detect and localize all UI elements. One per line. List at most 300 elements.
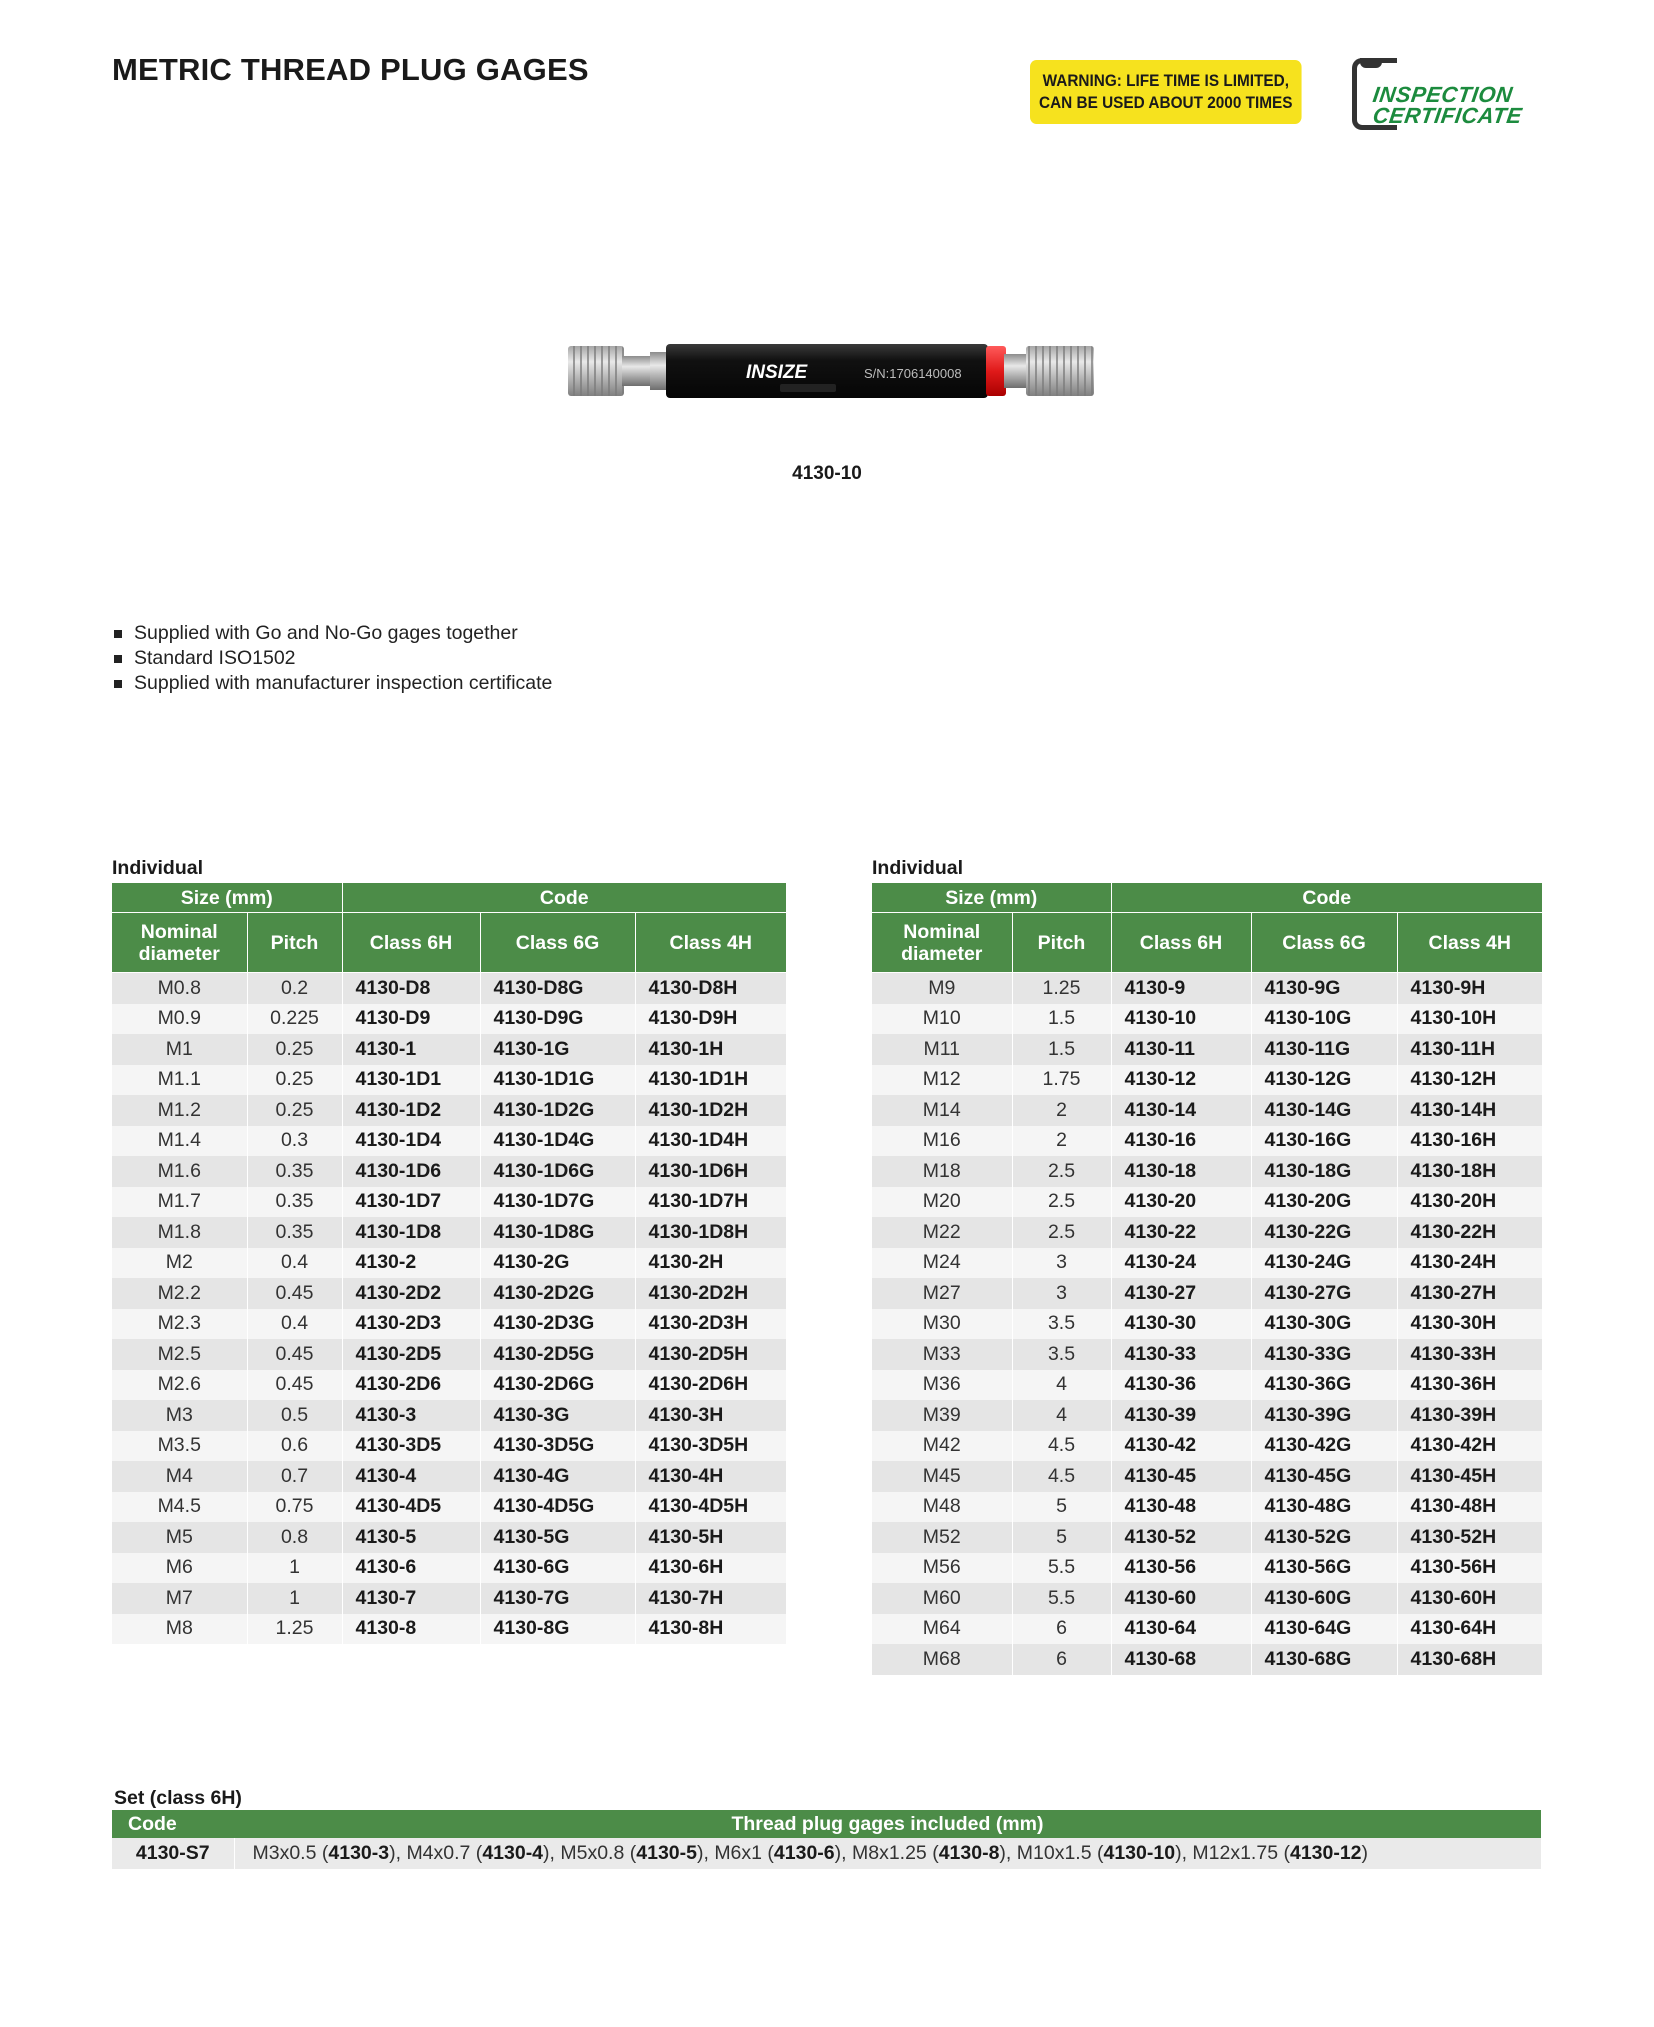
nominal-diameter-cell: M36 [872,1370,1012,1401]
product-caption: 4130-10 [792,463,862,484]
warning-line-1: WARNING: LIFE TIME IS LIMITED, [1042,72,1289,90]
nominal-diameter-cell: M16 [872,1126,1012,1157]
class-6h-code-cell: 4130-D8 [342,973,480,1004]
class-6g-code-cell: 4130-60G [1251,1583,1397,1614]
class-4h-code-cell: 4130-D9H [635,1004,786,1035]
class-4h-code-cell: 4130-56H [1397,1553,1542,1584]
left-size-table [112,883,786,1644]
class-6g-code-cell: 4130-2D2G [480,1278,635,1309]
table-row [112,1095,786,1126]
class-6g-code-cell: 4130-18G [1251,1156,1397,1187]
class-6h-code-cell: 4130-D9 [342,1004,480,1035]
feature-item: Supplied with manufacturer inspection certificate [114,671,552,696]
table-row [872,1248,1542,1279]
nominal-diameter-cell: M18 [872,1156,1012,1187]
pitch-cell: 0.5 [247,1400,342,1431]
class-4h-code-cell: 4130-5H [635,1522,786,1553]
pitch-cell: 1.25 [1012,973,1111,1004]
nominal-diameter-cell: M56 [872,1553,1012,1584]
class-6g-code-cell: 4130-27G [1251,1278,1397,1309]
class-4h-code-cell: 4130-18H [1397,1156,1542,1187]
nominal-diameter-cell: M3.5 [112,1431,247,1462]
class-4h-code-cell: 4130-8H [635,1614,786,1645]
class-4h-code-cell: 4130-1D6H [635,1156,786,1187]
class-6g-code-cell: 4130-D8G [480,973,635,1004]
pitch-cell: 0.45 [247,1278,342,1309]
class-6g-code-cell: 4130-5G [480,1522,635,1553]
pitch-cell: 5.5 [1012,1553,1111,1584]
table-row [872,1583,1542,1614]
class-6g-code-cell: 4130-1D1G [480,1065,635,1096]
pitch-cell: 0.25 [247,1034,342,1065]
pitch-cell: 3 [1012,1248,1111,1279]
class-4h-code-cell: 4130-16H [1397,1126,1542,1157]
nominal-diameter-cell: M11 [872,1034,1012,1065]
class-6h-code-cell: 4130-18 [1111,1156,1251,1187]
pitch-cell: 1 [247,1553,342,1584]
pitch-cell: 1.5 [1012,1004,1111,1035]
class-4h-code-cell: 4130-6H [635,1553,786,1584]
class-4h-code-cell: 4130-20H [1397,1187,1542,1218]
table-row [112,1461,786,1492]
table-row [872,1339,1542,1370]
class-6h-code-cell: 4130-20 [1111,1187,1251,1218]
class-6h-code-cell: 4130-60 [1111,1583,1251,1614]
table-row [112,1339,786,1370]
class-6g-code-cell: 4130-24G [1251,1248,1397,1279]
table-row [112,1492,786,1523]
table-row [872,1004,1542,1035]
class-6h-header: Class 6H [1111,913,1251,973]
table-row [872,1187,1542,1218]
class-4h-code-cell: 4130-2D5H [635,1339,786,1370]
table-row [872,1156,1542,1187]
class-6h-code-cell: 4130-4 [342,1461,480,1492]
nominal-diameter-cell: M1.8 [112,1217,247,1248]
class-6h-code-cell: 4130-39 [1111,1400,1251,1431]
class-6g-header: Class 6G [1251,913,1397,973]
nominal-diameter-cell: M2 [112,1248,247,1279]
pitch-cell: 0.45 [247,1370,342,1401]
set-item-code: 4130-4 [482,1842,544,1864]
nominal-diameter-cell: M2.5 [112,1339,247,1370]
class-6h-code-cell: 4130-11 [1111,1034,1251,1065]
class-6h-header: Class 6H [342,913,480,973]
class-6g-code-cell: 4130-14G [1251,1095,1397,1126]
class-6g-code-cell: 4130-1D6G [480,1156,635,1187]
nominal-diameter-cell: M0.9 [112,1004,247,1035]
class-4h-code-cell: 4130-7H [635,1583,786,1614]
class-6g-code-cell: 4130-2D3G [480,1309,635,1340]
set-item-size: M6x1 [714,1842,762,1864]
table-row [112,1217,786,1248]
no-go-thread-end [1026,346,1094,396]
set-included-header: Thread plug gages included (mm) [234,1810,1541,1838]
class-6h-code-cell: 4130-4D5 [342,1492,480,1523]
pitch-cell: 2 [1012,1126,1111,1157]
class-6h-code-cell: 4130-30 [1111,1309,1251,1340]
table-row [872,1095,1542,1126]
class-6h-code-cell: 4130-6 [342,1553,480,1584]
set-item-code: 4130-6 [773,1842,835,1864]
nominal-diameter-cell: M7 [112,1583,247,1614]
pitch-cell: 0.3 [247,1126,342,1157]
class-6h-code-cell: 4130-12 [1111,1065,1251,1096]
class-4h-code-cell: 4130-1D2H [635,1095,786,1126]
class-6h-code-cell: 4130-2D3 [342,1309,480,1340]
class-6g-code-cell: 4130-22G [1251,1217,1397,1248]
right-size-table [872,883,1542,1675]
code-header: Code [1111,883,1542,913]
class-4h-code-cell: 4130-2D3H [635,1309,786,1340]
class-6g-code-cell: 4130-1G [480,1034,635,1065]
class-4h-code-cell: 4130-1D7H [635,1187,786,1218]
class-4h-code-cell: 4130-27H [1397,1278,1542,1309]
class-4h-code-cell: 4130-3H [635,1400,786,1431]
class-6g-code-cell: 4130-56G [1251,1553,1397,1584]
class-6h-code-cell: 4130-33 [1111,1339,1251,1370]
pitch-cell: 0.25 [247,1065,342,1096]
nominal-diameter-cell: M22 [872,1217,1012,1248]
pitch-cell: 1 [247,1583,342,1614]
pitch-cell: 0.4 [247,1309,342,1340]
nominal-diameter-cell: M14 [872,1095,1012,1126]
nominal-diameter-header: Nominal diameter [872,913,1012,973]
class-4h-code-cell: 4130-52H [1397,1522,1542,1553]
pitch-cell: 0.6 [247,1431,342,1462]
nominal-diameter-header: Nominal diameter [112,913,247,973]
pitch-cell: 2.5 [1012,1156,1111,1187]
class-4h-code-cell: 4130-24H [1397,1248,1542,1279]
nominal-diameter-cell: M0.8 [112,973,247,1004]
class-6g-code-cell: 4130-6G [480,1553,635,1584]
nominal-diameter-cell: M1.1 [112,1065,247,1096]
pitch-header: Pitch [247,913,342,973]
class-6g-code-cell: 4130-2D6G [480,1370,635,1401]
serial-number: S/N:1706140008 [864,366,962,381]
pitch-cell: 6 [1012,1614,1111,1645]
pitch-cell: 4 [1012,1400,1111,1431]
table-row [112,1583,786,1614]
class-6g-code-cell: 4130-36G [1251,1370,1397,1401]
size-header: Size (mm) [112,883,342,913]
class-6g-code-cell: 4130-30G [1251,1309,1397,1340]
class-6g-code-cell: 4130-2G [480,1248,635,1279]
set-table-label: Set (class 6H) [114,1787,242,1809]
pitch-cell: 1.25 [247,1614,342,1645]
feature-item: Standard ISO1502 [114,646,552,671]
set-item-size: M12x1.75 [1192,1842,1279,1864]
class-6h-code-cell: 4130-22 [1111,1217,1251,1248]
table-row [872,1065,1542,1096]
pitch-cell: 5 [1012,1522,1111,1553]
class-6h-code-cell: 4130-64 [1111,1614,1251,1645]
nominal-diameter-cell: M4.5 [112,1492,247,1523]
class-4h-code-cell: 4130-4D5H [635,1492,786,1523]
class-4h-code-cell: 4130-9H [1397,973,1542,1004]
class-4h-code-cell: 4130-48H [1397,1492,1542,1523]
pitch-cell: 1.5 [1012,1034,1111,1065]
pitch-cell: 6 [1012,1644,1111,1675]
table-row [872,1492,1542,1523]
class-4h-code-cell: 4130-4H [635,1461,786,1492]
class-6g-code-cell: 4130-3G [480,1400,635,1431]
nominal-diameter-cell: M9 [872,973,1012,1004]
nominal-diameter-cell: M60 [872,1583,1012,1614]
class-4h-code-cell: 4130-45H [1397,1461,1542,1492]
pitch-cell: 4 [1012,1370,1111,1401]
class-6h-code-cell: 4130-1D2 [342,1095,480,1126]
set-table [112,1810,1541,1869]
pitch-cell: 2.5 [1012,1187,1111,1218]
warning-badge [1030,60,1302,124]
class-6g-code-cell: 4130-4D5G [480,1492,635,1523]
table-row [872,1522,1542,1553]
pitch-cell: 4.5 [1012,1431,1111,1462]
table-row [872,1217,1542,1248]
class-6h-code-cell: 4130-3 [342,1400,480,1431]
table-row [872,1644,1542,1675]
nominal-diameter-cell: M12 [872,1065,1012,1096]
set-item-size: M8x1.25 [851,1842,927,1864]
class-6g-code-cell: 4130-42G [1251,1431,1397,1462]
nominal-diameter-cell: M24 [872,1248,1012,1279]
table-row [112,1034,786,1065]
nominal-diameter-cell: M27 [872,1278,1012,1309]
pitch-cell: 2.5 [1012,1217,1111,1248]
class-6h-code-cell: 4130-2 [342,1248,480,1279]
nominal-diameter-cell: M1.6 [112,1156,247,1187]
table-row [112,1248,786,1279]
class-6g-code-cell: 4130-D9G [480,1004,635,1035]
class-6g-code-cell: 4130-20G [1251,1187,1397,1218]
class-4h-code-cell: 4130-68H [1397,1644,1542,1675]
table-row [112,1309,786,1340]
nominal-diameter-cell: M3 [112,1400,247,1431]
pitch-cell: 4.5 [1012,1461,1111,1492]
right-table-label: Individual [872,857,964,879]
class-6h-code-cell: 4130-2D6 [342,1370,480,1401]
class-6g-code-cell: 4130-2D5G [480,1339,635,1370]
class-6h-code-cell: 4130-1D4 [342,1126,480,1157]
table-row [112,1400,786,1431]
class-4h-code-cell: 4130-2H [635,1248,786,1279]
table-row [112,1126,786,1157]
table-row [112,1370,786,1401]
table-row [872,1126,1542,1157]
class-4h-code-cell: 4130-39H [1397,1400,1542,1431]
size-header: Size (mm) [872,883,1111,913]
set-item-size: M4x0.7 [406,1842,471,1864]
set-included-items: M3x0.5 (4130-3), M4x0.7 (4130-4), M5x0.8 (4130-5), M6x1 (4130-6), M8x1.25 (4130-8), M10x1.5 (4130-10), M12x1.75 (4130-12) [234,1838,1541,1869]
pitch-cell: 0.4 [247,1248,342,1279]
thread-plug-gage-image [566,340,1098,402]
pitch-header: Pitch [1012,913,1111,973]
class-4h-code-cell: 4130-1D4H [635,1126,786,1157]
nominal-diameter-cell: M4 [112,1461,247,1492]
class-6g-code-cell: 4130-7G [480,1583,635,1614]
class-6g-code-cell: 4130-4G [480,1461,635,1492]
class-6h-code-cell: 4130-24 [1111,1248,1251,1279]
class-6h-code-cell: 4130-45 [1111,1461,1251,1492]
class-4h-code-cell: 4130-60H [1397,1583,1542,1614]
class-6h-code-cell: 4130-14 [1111,1095,1251,1126]
class-6g-header: Class 6G [480,913,635,973]
table-row [112,1187,786,1218]
class-4h-header: Class 4H [1397,913,1542,973]
nominal-diameter-cell: M1.7 [112,1187,247,1218]
class-6h-code-cell: 4130-27 [1111,1278,1251,1309]
set-code: 4130-S7 [112,1838,234,1869]
table-row [872,1614,1542,1645]
left-table-label: Individual [112,857,204,879]
class-6g-code-cell: 4130-8G [480,1614,635,1645]
class-4h-code-cell: 4130-D8H [635,973,786,1004]
class-6h-code-cell: 4130-16 [1111,1126,1251,1157]
class-6h-code-cell: 4130-56 [1111,1553,1251,1584]
pitch-cell: 5.5 [1012,1583,1111,1614]
nominal-diameter-cell: M68 [872,1644,1012,1675]
nominal-diameter-cell: M33 [872,1339,1012,1370]
pitch-cell: 0.35 [247,1156,342,1187]
set-item-code: 4130-12 [1289,1842,1362,1864]
class-6g-code-cell: 4130-9G [1251,973,1397,1004]
pitch-cell: 3 [1012,1278,1111,1309]
pitch-cell: 0.35 [247,1217,342,1248]
nominal-diameter-cell: M30 [872,1309,1012,1340]
nominal-diameter-cell: M10 [872,1004,1012,1035]
brand-logo: INSIZE [746,362,808,383]
class-6h-code-cell: 4130-42 [1111,1431,1251,1462]
class-4h-code-cell: 4130-3D5H [635,1431,786,1462]
table-row [112,1431,786,1462]
pitch-cell: 0.225 [247,1004,342,1035]
class-4h-code-cell: 4130-14H [1397,1095,1542,1126]
table-row [872,1553,1542,1584]
class-6g-code-cell: 4130-11G [1251,1034,1397,1065]
table-row [112,1553,786,1584]
class-4h-code-cell: 4130-12H [1397,1065,1542,1096]
certificate-tab-icon [1360,58,1382,68]
warning-line-2: CAN BE USED ABOUT 2000 TIMES [1039,94,1293,112]
class-4h-code-cell: 4130-64H [1397,1614,1542,1645]
class-6g-code-cell: 4130-12G [1251,1065,1397,1096]
set-item-size: M3x0.5 [252,1842,317,1864]
class-6g-code-cell: 4130-33G [1251,1339,1397,1370]
pitch-cell: 5 [1012,1492,1111,1523]
class-6h-code-cell: 4130-1D7 [342,1187,480,1218]
class-6h-code-cell: 4130-1D6 [342,1156,480,1187]
class-4h-header: Class 4H [635,913,786,973]
nominal-diameter-cell: M45 [872,1461,1012,1492]
nominal-diameter-cell: M8 [112,1614,247,1645]
pitch-cell: 0.8 [247,1522,342,1553]
table-row [872,1309,1542,1340]
table-row [112,1522,786,1553]
set-item-code: 4130-3 [328,1842,390,1864]
feature-list [114,621,552,696]
table-row [112,1065,786,1096]
nominal-diameter-cell: M6 [112,1553,247,1584]
class-6h-code-cell: 4130-2D2 [342,1278,480,1309]
certificate-line-1: INSPECTION [1371,82,1515,107]
pitch-cell: 0.2 [247,973,342,1004]
nominal-diameter-cell: M1.2 [112,1095,247,1126]
pitch-cell: 0.7 [247,1461,342,1492]
table-row [872,1370,1542,1401]
class-6g-code-cell: 4130-64G [1251,1614,1397,1645]
no-go-neck [1004,354,1028,388]
class-6h-code-cell: 4130-52 [1111,1522,1251,1553]
class-6g-code-cell: 4130-48G [1251,1492,1397,1523]
set-item-size: M5x0.8 [560,1842,625,1864]
class-4h-code-cell: 4130-10H [1397,1004,1542,1035]
class-6g-code-cell: 4130-1D7G [480,1187,635,1218]
nominal-diameter-cell: M2.2 [112,1278,247,1309]
set-item-code: 4130-10 [1103,1842,1176,1864]
set-item-code: 4130-5 [636,1842,697,1864]
class-4h-code-cell: 4130-42H [1397,1431,1542,1462]
pitch-cell: 2 [1012,1095,1111,1126]
class-6h-code-cell: 4130-10 [1111,1004,1251,1035]
nominal-diameter-cell: M2.3 [112,1309,247,1340]
class-6g-code-cell: 4130-1D4G [480,1126,635,1157]
class-4h-code-cell: 4130-30H [1397,1309,1542,1340]
class-6h-code-cell: 4130-2D5 [342,1339,480,1370]
class-4h-code-cell: 4130-1D8H [635,1217,786,1248]
class-6h-code-cell: 4130-1 [342,1034,480,1065]
set-code-header: Code [112,1810,234,1838]
nominal-diameter-cell: M20 [872,1187,1012,1218]
class-6h-code-cell: 4130-1D8 [342,1217,480,1248]
class-4h-code-cell: 4130-22H [1397,1217,1542,1248]
table-row [872,973,1542,1004]
pitch-cell: 0.25 [247,1095,342,1126]
class-6h-code-cell: 4130-48 [1111,1492,1251,1523]
nominal-diameter-cell: M2.6 [112,1370,247,1401]
class-6h-code-cell: 4130-8 [342,1614,480,1645]
class-4h-code-cell: 4130-36H [1397,1370,1542,1401]
no-go-red-ring [986,346,1006,396]
table-row [112,1004,786,1035]
inspection-certificate-logo [1352,58,1552,128]
table-row [872,1034,1542,1065]
class-6h-code-cell: 4130-3D5 [342,1431,480,1462]
set-item-code: 4130-8 [938,1842,1000,1864]
certificate-line-2: CERTIFICATE [1371,103,1524,128]
nominal-diameter-cell: M42 [872,1431,1012,1462]
class-4h-code-cell: 4130-2D2H [635,1278,786,1309]
table-row [112,1278,786,1309]
nominal-diameter-cell: M48 [872,1492,1012,1523]
set-item-size: M10x1.5 [1016,1842,1092,1864]
class-6g-code-cell: 4130-1D2G [480,1095,635,1126]
nominal-diameter-cell: M39 [872,1400,1012,1431]
go-neck [622,356,652,386]
class-6h-code-cell: 4130-7 [342,1583,480,1614]
class-6g-code-cell: 4130-16G [1251,1126,1397,1157]
class-6g-code-cell: 4130-52G [1251,1522,1397,1553]
pitch-cell: 3.5 [1012,1339,1111,1370]
table-row [872,1400,1542,1431]
class-6g-code-cell: 4130-39G [1251,1400,1397,1431]
page-title: METRIC THREAD PLUG GAGES [112,52,589,87]
class-6g-code-cell: 4130-45G [1251,1461,1397,1492]
table-row [872,1461,1542,1492]
pitch-cell: 3.5 [1012,1309,1111,1340]
table-row [872,1431,1542,1462]
pitch-cell: 1.75 [1012,1065,1111,1096]
